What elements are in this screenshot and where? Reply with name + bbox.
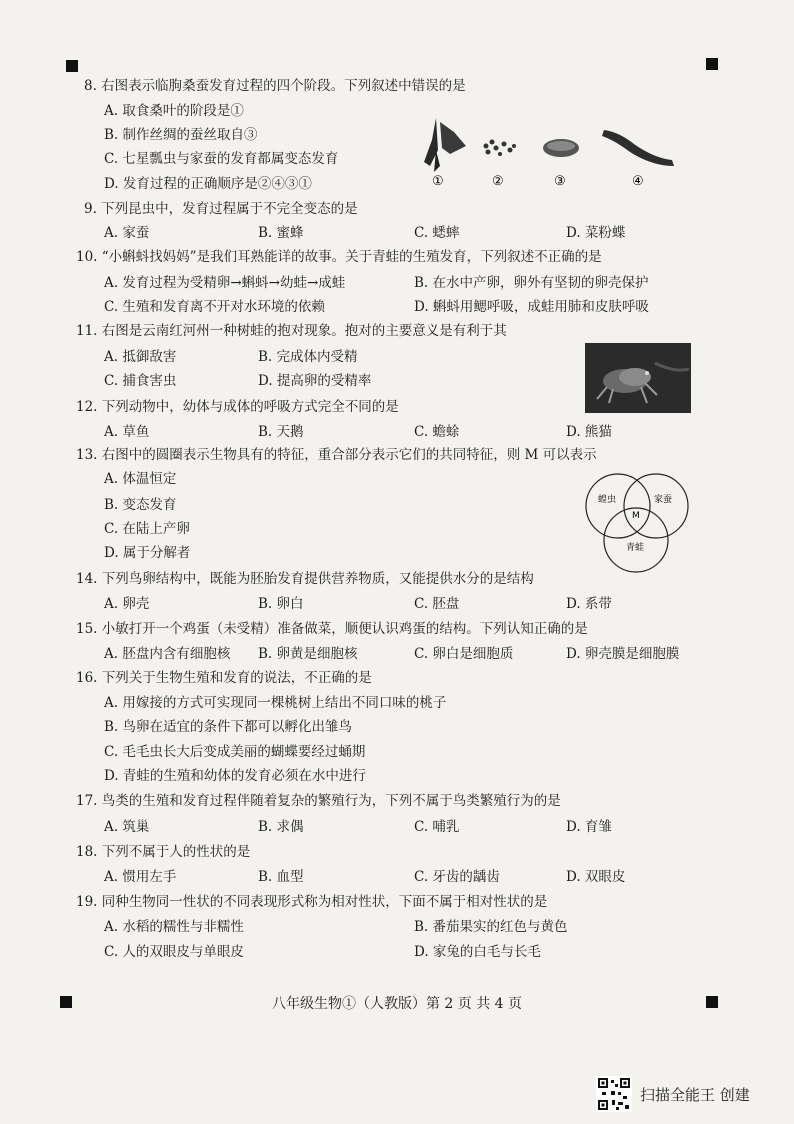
qr-code-icon (596, 1076, 632, 1112)
question-16-stem: 16. 下列关于生物生殖和发育的说法，不正确的是 (76, 670, 372, 686)
question-19-option-d: D. 家兔的白毛与长毛 (414, 944, 541, 960)
question-10-stem: 10. “小蝌蚪找妈妈”是我们耳熟能详的故事。关于青蛙的生殖发育，下列叙述不正确的是 (76, 249, 602, 265)
question-9-option-b: B. 蜜蜂 (258, 225, 304, 241)
question-14-option-a: A. 卵壳 (104, 596, 150, 612)
question-14-option-b: B. 卵白 (258, 596, 304, 612)
question-18-option-d: D. 双眼皮 (566, 869, 626, 885)
scanner-watermark: 扫描全能王 创建 (640, 1086, 750, 1104)
question-18-option-c: C. 牙齿的龋齿 (414, 869, 500, 885)
question-8-option-a: A. 取食桑叶的阶段是① (104, 103, 244, 119)
question-9-option-c: C. 蟋蟀 (414, 225, 460, 241)
silkworm-label-3: ③ (554, 174, 566, 189)
venn-diagram (578, 472, 694, 576)
question-10-option-c: C. 生殖和发育离不开对水环境的依赖 (104, 299, 325, 315)
question-12-option-c: C. 蟾蜍 (414, 424, 460, 440)
question-16-option-c: C. 毛毛虫长大后变成美丽的蝴蝶要经过蛹期 (104, 744, 366, 760)
question-12-option-b: B. 天鹅 (258, 424, 304, 440)
question-18-stem: 18. 下列不属于人的性状的是 (76, 844, 251, 860)
question-18-option-a: A. 惯用左手 (104, 869, 177, 885)
question-15-stem: 15. 小敏打开一个鸡蛋（未受精）准备做菜，顺便认识鸡蛋的结构。下列认知正确的是 (76, 621, 588, 637)
question-13-option-d: D. 属于分解者 (104, 545, 191, 561)
question-8-stem: 8. 右图表示临朐桑蚕发育过程的四个阶段。下列叙述中错误的是 (84, 78, 466, 94)
question-15-option-a: A. 胚盘内含有细胞核 (104, 646, 231, 662)
venn-label-b: 家蚕 (654, 495, 673, 505)
silkworm-lifecycle-figure (414, 110, 694, 190)
larva-icon (602, 130, 674, 166)
question-10-option-b: B. 在水中产卵，卵外有坚韧的卵壳保护 (414, 275, 649, 291)
question-17-option-d: D. 育雏 (566, 819, 612, 835)
silkworm-label-2: ② (492, 174, 504, 189)
question-13-option-a: A. 体温恒定 (104, 471, 177, 487)
question-19-stem: 19. 同种生物同一性状的不同表现形式称为相对性状，下面不属于相对性状的是 (76, 894, 548, 910)
eggs-icon (484, 140, 517, 157)
page-footer: 八年级生物①（人教版）第 2 页 共 4 页 (271, 996, 523, 1012)
question-15-option-b: B. 卵黄是细胞核 (258, 646, 358, 662)
corner-marker-top-left (66, 60, 78, 72)
tree-frog-photo (585, 343, 691, 413)
question-19-option-c: C. 人的双眼皮与单眼皮 (104, 944, 244, 960)
question-8-option-c: C. 七星瓢虫与家蚕的发育都属变态发育 (104, 151, 339, 167)
venn-circle-b (624, 474, 688, 538)
moth-icon (424, 118, 466, 172)
question-17-option-b: B. 求偶 (258, 819, 304, 835)
question-18-option-b: B. 血型 (258, 869, 304, 885)
cocoon-icon (543, 139, 579, 157)
question-12-option-a: A. 草鱼 (104, 424, 150, 440)
corner-marker-top-right (706, 58, 718, 70)
question-13-stem: 13. 右图中的圆圈表示生物具有的特征，重合部分表示它们的共同特征，则 M 可以表示 (76, 447, 597, 463)
question-14-option-c: C. 胚盘 (414, 596, 460, 612)
question-10-option-a: A. 发育过程为受精卵→蝌蚪→幼蛙→成蛙 (104, 275, 346, 291)
venn-label-a: 蝗虫 (598, 495, 617, 505)
question-17-option-c: C. 哺乳 (414, 819, 460, 835)
question-19-option-a: A. 水稻的糯性与非糯性 (104, 919, 244, 935)
question-9-stem: 9. 下列昆虫中，发育过程属于不完全变态的是 (84, 201, 358, 217)
question-10-option-d: D. 蝌蚪用鳃呼吸，成蛙用肺和皮肤呼吸 (414, 299, 649, 315)
venn-label-c: 青蛙 (626, 543, 645, 553)
question-15-option-c: C. 卵白是细胞质 (414, 646, 514, 662)
question-17-option-a: A. 筑巢 (104, 819, 150, 835)
silkworm-label-1: ① (432, 174, 444, 189)
question-19-option-b: B. 番茄果实的红色与黄色 (414, 919, 568, 935)
question-12-option-d: D. 熊猫 (566, 424, 612, 440)
question-16-option-b: B. 鸟卵在适宜的条件下都可以孵化出雏鸟 (104, 719, 353, 735)
question-8-option-d: D. 发育过程的正确顺序是②④③① (104, 176, 312, 192)
question-11-option-d: D. 提高卵的受精率 (258, 373, 372, 389)
question-16-option-a: A. 用嫁接的方式可实现同一棵桃树上结出不同口味的桃子 (104, 695, 447, 711)
question-15-option-d: D. 卵壳膜是细胞膜 (566, 646, 680, 662)
question-11-option-c: C. 捕食害虫 (104, 373, 177, 389)
question-17-stem: 17. 鸟类的生殖和发育过程伴随着复杂的繁殖行为，下列不属于鸟类繁殖行为的是 (76, 793, 561, 809)
question-16-option-d: D. 青蛙的生殖和幼体的发育必须在水中进行 (104, 768, 366, 784)
question-14-stem: 14. 下列鸟卵结构中，既能为胚胎发育提供营养物质，又能提供水分的是结构 (76, 571, 534, 587)
venn-label-m: M (632, 511, 640, 521)
question-11-option-a: A. 抵御敌害 (104, 349, 177, 365)
question-9-option-d: D. 菜粉蝶 (566, 225, 626, 241)
question-13-option-c: C. 在陆上产卵 (104, 521, 190, 537)
question-13-option-b: B. 变态发育 (104, 497, 177, 513)
question-14-option-d: D. 系带 (566, 596, 612, 612)
silkworm-label-4: ④ (632, 174, 644, 189)
question-9-option-a: A. 家蚕 (104, 225, 150, 241)
question-8-option-b: B. 制作丝绸的蚕丝取自③ (104, 127, 258, 143)
question-12-stem: 12. 下列动物中，幼体与成体的呼吸方式完全不同的是 (76, 399, 399, 415)
venn-circle-a (586, 474, 650, 538)
question-11-option-b: B. 完成体内受精 (258, 349, 358, 365)
question-11-stem: 11. 右图是云南红河州一种树蛙的抱对现象。抱对的主要意义是有利于其 (76, 323, 507, 339)
